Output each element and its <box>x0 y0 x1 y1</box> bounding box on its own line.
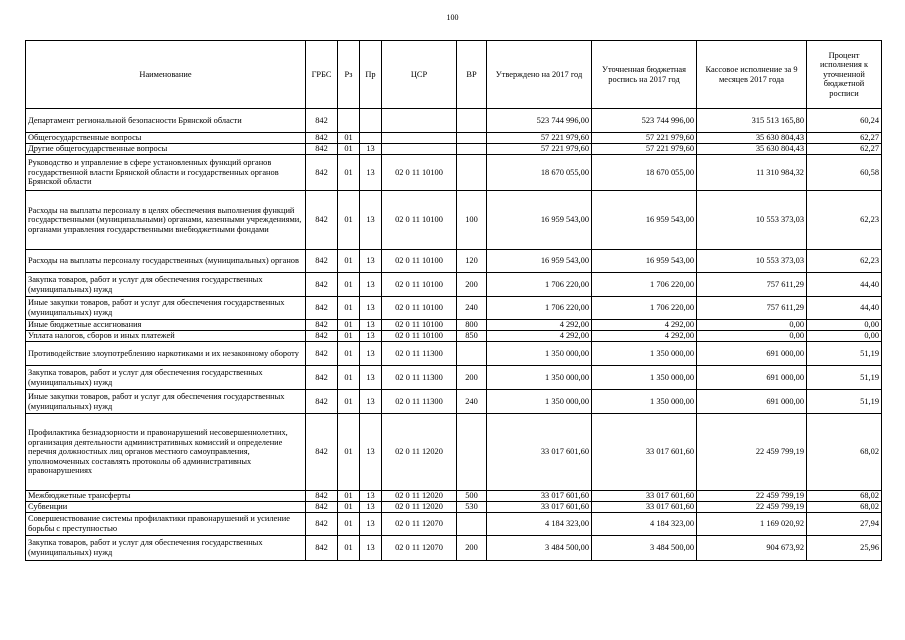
row-grbs: 842 <box>306 414 338 491</box>
row-grbs: 842 <box>306 144 338 155</box>
row-grbs: 842 <box>306 366 338 390</box>
row-rz: 01 <box>338 133 360 144</box>
row-approved: 33 017 601,60 <box>487 491 592 502</box>
row-percent: 68,02 <box>807 491 882 502</box>
row-grbs: 842 <box>306 390 338 414</box>
header-pr: Пр <box>360 41 382 109</box>
row-executed: 10 553 373,03 <box>697 250 807 273</box>
row-vr: 530 <box>457 502 487 513</box>
row-refined: 57 221 979,60 <box>592 144 697 155</box>
row-pr <box>360 133 382 144</box>
row-pr: 13 <box>360 144 382 155</box>
table-row <box>26 331 882 342</box>
row-refined: 33 017 601,60 <box>592 502 697 513</box>
row-vr <box>457 133 487 144</box>
row-executed: 757 611,29 <box>697 297 807 320</box>
row-name: Иные закупки товаров, работ и услуг для обеспечения государственных (муниципальных) нужд <box>26 297 306 320</box>
row-rz: 01 <box>338 191 360 250</box>
row-csr: 02 0 11 10100 <box>382 320 457 331</box>
row-approved: 1 350 000,00 <box>487 390 592 414</box>
row-approved: 33 017 601,60 <box>487 414 592 491</box>
row-executed: 1 169 020,92 <box>697 513 807 536</box>
row-executed: 315 513 165,80 <box>697 109 807 133</box>
row-grbs: 842 <box>306 342 338 366</box>
row-percent: 44,40 <box>807 297 882 320</box>
row-name: Общегосударственные вопросы <box>26 133 306 144</box>
row-percent: 51,19 <box>807 342 882 366</box>
row-percent: 0,00 <box>807 331 882 342</box>
table-row <box>26 273 882 297</box>
row-pr: 13 <box>360 366 382 390</box>
row-rz: 01 <box>338 144 360 155</box>
header-executed: Кассовое исполнение за 9 месяцев 2017 года <box>697 41 807 109</box>
row-vr: 850 <box>457 331 487 342</box>
row-pr: 13 <box>360 331 382 342</box>
row-name: Закупка товаров, работ и услуг для обеспечения государственных (муниципальных) нужд <box>26 536 306 561</box>
header-percent: Процент исполнения к уточненной бюджетной росписи <box>807 41 882 109</box>
row-percent: 62,23 <box>807 191 882 250</box>
row-percent: 62,27 <box>807 133 882 144</box>
row-executed: 22 459 799,19 <box>697 414 807 491</box>
row-name: Департамент региональной безопасности Брянской области <box>26 109 306 133</box>
row-csr: 02 0 11 11300 <box>382 342 457 366</box>
table-row <box>26 250 882 273</box>
row-refined: 1 350 000,00 <box>592 366 697 390</box>
row-csr: 02 0 11 12070 <box>382 536 457 561</box>
row-csr <box>382 133 457 144</box>
row-rz: 01 <box>338 502 360 513</box>
row-rz: 01 <box>338 331 360 342</box>
row-executed: 691 000,00 <box>697 390 807 414</box>
row-vr <box>457 342 487 366</box>
header-csr: ЦСР <box>382 41 457 109</box>
row-refined: 3 484 500,00 <box>592 536 697 561</box>
header-approved: Утверждено на 2017 год <box>487 41 592 109</box>
row-percent: 51,19 <box>807 390 882 414</box>
row-percent: 27,94 <box>807 513 882 536</box>
row-rz: 01 <box>338 273 360 297</box>
row-name: Закупка товаров, работ и услуг для обеспечения государственных (муниципальных) нужд <box>26 273 306 297</box>
row-vr: 500 <box>457 491 487 502</box>
row-name: Закупка товаров, работ и услуг для обеспечения государственных (муниципальных) нужд <box>26 366 306 390</box>
row-name: Расходы на выплаты персоналу в целях обеспечения выполнения функций государственными (муниципальными) органами, казенными учреждениями, органами управления государственными внебюджетными фондами <box>26 191 306 250</box>
table-body <box>26 109 882 561</box>
table-row <box>26 133 882 144</box>
row-percent: 60,58 <box>807 155 882 191</box>
row-csr: 02 0 11 10100 <box>382 155 457 191</box>
row-rz: 01 <box>338 513 360 536</box>
row-approved: 4 184 323,00 <box>487 513 592 536</box>
table-row <box>26 366 882 390</box>
row-name: Межбюджетные трансферты <box>26 491 306 502</box>
row-percent: 62,23 <box>807 250 882 273</box>
row-csr: 02 0 11 12020 <box>382 502 457 513</box>
row-vr: 800 <box>457 320 487 331</box>
row-rz: 01 <box>338 390 360 414</box>
table-row <box>26 491 882 502</box>
row-approved: 4 292,00 <box>487 331 592 342</box>
row-csr: 02 0 11 11300 <box>382 366 457 390</box>
row-pr: 13 <box>360 155 382 191</box>
row-vr <box>457 155 487 191</box>
row-pr: 13 <box>360 491 382 502</box>
row-refined: 57 221 979,60 <box>592 133 697 144</box>
row-rz: 01 <box>338 414 360 491</box>
table-row <box>26 390 882 414</box>
row-grbs: 842 <box>306 109 338 133</box>
row-name: Субвенции <box>26 502 306 513</box>
row-pr: 13 <box>360 513 382 536</box>
row-approved: 3 484 500,00 <box>487 536 592 561</box>
row-percent: 68,02 <box>807 414 882 491</box>
row-pr: 13 <box>360 250 382 273</box>
table-row <box>26 109 882 133</box>
row-executed: 0,00 <box>697 331 807 342</box>
row-approved: 57 221 979,60 <box>487 133 592 144</box>
row-percent: 60,24 <box>807 109 882 133</box>
row-approved: 57 221 979,60 <box>487 144 592 155</box>
row-csr: 02 0 11 10100 <box>382 273 457 297</box>
row-vr <box>457 144 487 155</box>
row-vr: 120 <box>457 250 487 273</box>
row-executed: 691 000,00 <box>697 366 807 390</box>
row-refined: 33 017 601,60 <box>592 491 697 502</box>
row-executed: 691 000,00 <box>697 342 807 366</box>
row-refined: 4 292,00 <box>592 331 697 342</box>
row-name: Совершенствование системы профилактики правонарушений и усиление борьбы с преступностью <box>26 513 306 536</box>
row-csr <box>382 144 457 155</box>
row-pr: 13 <box>360 390 382 414</box>
row-name: Иные закупки товаров, работ и услуг для обеспечения государственных (муниципальных) нужд <box>26 390 306 414</box>
row-approved: 1 350 000,00 <box>487 366 592 390</box>
row-grbs: 842 <box>306 155 338 191</box>
row-approved: 1 350 000,00 <box>487 342 592 366</box>
row-executed: 22 459 799,19 <box>697 502 807 513</box>
table-row <box>26 502 882 513</box>
row-name: Уплата налогов, сборов и иных платежей <box>26 331 306 342</box>
row-percent: 62,27 <box>807 144 882 155</box>
row-refined: 16 959 543,00 <box>592 250 697 273</box>
row-vr: 240 <box>457 297 487 320</box>
row-approved: 1 706 220,00 <box>487 297 592 320</box>
row-grbs: 842 <box>306 297 338 320</box>
row-refined: 1 350 000,00 <box>592 342 697 366</box>
row-pr: 13 <box>360 342 382 366</box>
row-approved: 16 959 543,00 <box>487 191 592 250</box>
row-percent: 44,40 <box>807 273 882 297</box>
row-executed: 10 553 373,03 <box>697 191 807 250</box>
table-row <box>26 414 882 491</box>
row-rz: 01 <box>338 155 360 191</box>
row-executed: 11 310 984,32 <box>697 155 807 191</box>
row-vr: 200 <box>457 273 487 297</box>
row-vr: 200 <box>457 366 487 390</box>
row-pr: 13 <box>360 536 382 561</box>
table-row <box>26 191 882 250</box>
row-executed: 757 611,29 <box>697 273 807 297</box>
row-pr: 13 <box>360 297 382 320</box>
row-pr: 13 <box>360 502 382 513</box>
header-refined: Уточненная бюджетная роспись на 2017 год <box>592 41 697 109</box>
header-rz: Рз <box>338 41 360 109</box>
row-executed: 35 630 804,43 <box>697 133 807 144</box>
row-approved: 523 744 996,00 <box>487 109 592 133</box>
row-grbs: 842 <box>306 491 338 502</box>
row-rz: 01 <box>338 320 360 331</box>
row-refined: 33 017 601,60 <box>592 414 697 491</box>
row-refined: 523 744 996,00 <box>592 109 697 133</box>
row-percent: 25,96 <box>807 536 882 561</box>
row-pr: 13 <box>360 273 382 297</box>
row-name: Расходы на выплаты персоналу государственных (муниципальных) органов <box>26 250 306 273</box>
row-grbs: 842 <box>306 502 338 513</box>
page-number: 100 <box>446 13 459 22</box>
row-vr: 200 <box>457 536 487 561</box>
row-name: Другие общегосударственные вопросы <box>26 144 306 155</box>
table-row <box>26 513 882 536</box>
row-pr: 13 <box>360 414 382 491</box>
row-csr: 02 0 11 10100 <box>382 331 457 342</box>
row-approved: 16 959 543,00 <box>487 250 592 273</box>
row-csr: 02 0 11 10100 <box>382 297 457 320</box>
table-header-row <box>26 41 882 109</box>
row-grbs: 842 <box>306 331 338 342</box>
row-rz: 01 <box>338 366 360 390</box>
row-grbs: 842 <box>306 536 338 561</box>
row-name: Профилактика безнадзорности и правонарушений несовершеннолетних, организация деятельности административных комиссий и определение перечня должностных лиц органов местного самоуправления, уполномоченных составлять протоколы об административных правонарушениях <box>26 414 306 491</box>
row-approved: 18 670 055,00 <box>487 155 592 191</box>
row-executed: 0,00 <box>697 320 807 331</box>
table-row <box>26 297 882 320</box>
row-percent: 0,00 <box>807 320 882 331</box>
row-refined: 4 292,00 <box>592 320 697 331</box>
row-refined: 1 706 220,00 <box>592 273 697 297</box>
row-csr <box>382 109 457 133</box>
row-csr: 02 0 11 10100 <box>382 250 457 273</box>
row-vr <box>457 414 487 491</box>
row-grbs: 842 <box>306 250 338 273</box>
row-name: Противодействие злоупотреблению наркотиками и их незаконному обороту <box>26 342 306 366</box>
table-row <box>26 342 882 366</box>
row-approved: 33 017 601,60 <box>487 502 592 513</box>
row-grbs: 842 <box>306 133 338 144</box>
row-refined: 16 959 543,00 <box>592 191 697 250</box>
row-rz: 01 <box>338 536 360 561</box>
row-rz: 01 <box>338 491 360 502</box>
row-pr: 13 <box>360 191 382 250</box>
row-refined: 4 184 323,00 <box>592 513 697 536</box>
row-rz: 01 <box>338 250 360 273</box>
row-vr <box>457 513 487 536</box>
row-vr: 240 <box>457 390 487 414</box>
row-executed: 22 459 799,19 <box>697 491 807 502</box>
row-executed: 904 673,92 <box>697 536 807 561</box>
row-percent: 51,19 <box>807 366 882 390</box>
row-name: Иные бюджетные ассигнования <box>26 320 306 331</box>
header-grbs: ГРБС <box>306 41 338 109</box>
row-rz: 01 <box>338 297 360 320</box>
row-csr: 02 0 11 11300 <box>382 390 457 414</box>
row-grbs: 842 <box>306 320 338 331</box>
row-refined: 1 706 220,00 <box>592 297 697 320</box>
row-refined: 1 350 000,00 <box>592 390 697 414</box>
row-rz <box>338 109 360 133</box>
row-csr: 02 0 11 10100 <box>382 191 457 250</box>
row-csr: 02 0 11 12020 <box>382 414 457 491</box>
row-refined: 18 670 055,00 <box>592 155 697 191</box>
row-percent: 68,02 <box>807 502 882 513</box>
budget-table <box>25 40 882 561</box>
header-name: Наименование <box>26 41 306 109</box>
row-executed: 35 630 804,43 <box>697 144 807 155</box>
table-row <box>26 155 882 191</box>
row-csr: 02 0 11 12020 <box>382 491 457 502</box>
row-vr: 100 <box>457 191 487 250</box>
header-vr: ВР <box>457 41 487 109</box>
table-row <box>26 320 882 331</box>
row-grbs: 842 <box>306 191 338 250</box>
table-row <box>26 144 882 155</box>
row-approved: 1 706 220,00 <box>487 273 592 297</box>
row-approved: 4 292,00 <box>487 320 592 331</box>
row-name: Руководство и управление в сфере установленных функций органов государственной власти Брянской области и государственных органов Брянской области <box>26 155 306 191</box>
row-grbs: 842 <box>306 273 338 297</box>
row-vr <box>457 109 487 133</box>
row-grbs: 842 <box>306 513 338 536</box>
row-rz: 01 <box>338 342 360 366</box>
row-pr <box>360 109 382 133</box>
row-csr: 02 0 11 12070 <box>382 513 457 536</box>
table-row <box>26 536 882 561</box>
row-pr: 13 <box>360 320 382 331</box>
